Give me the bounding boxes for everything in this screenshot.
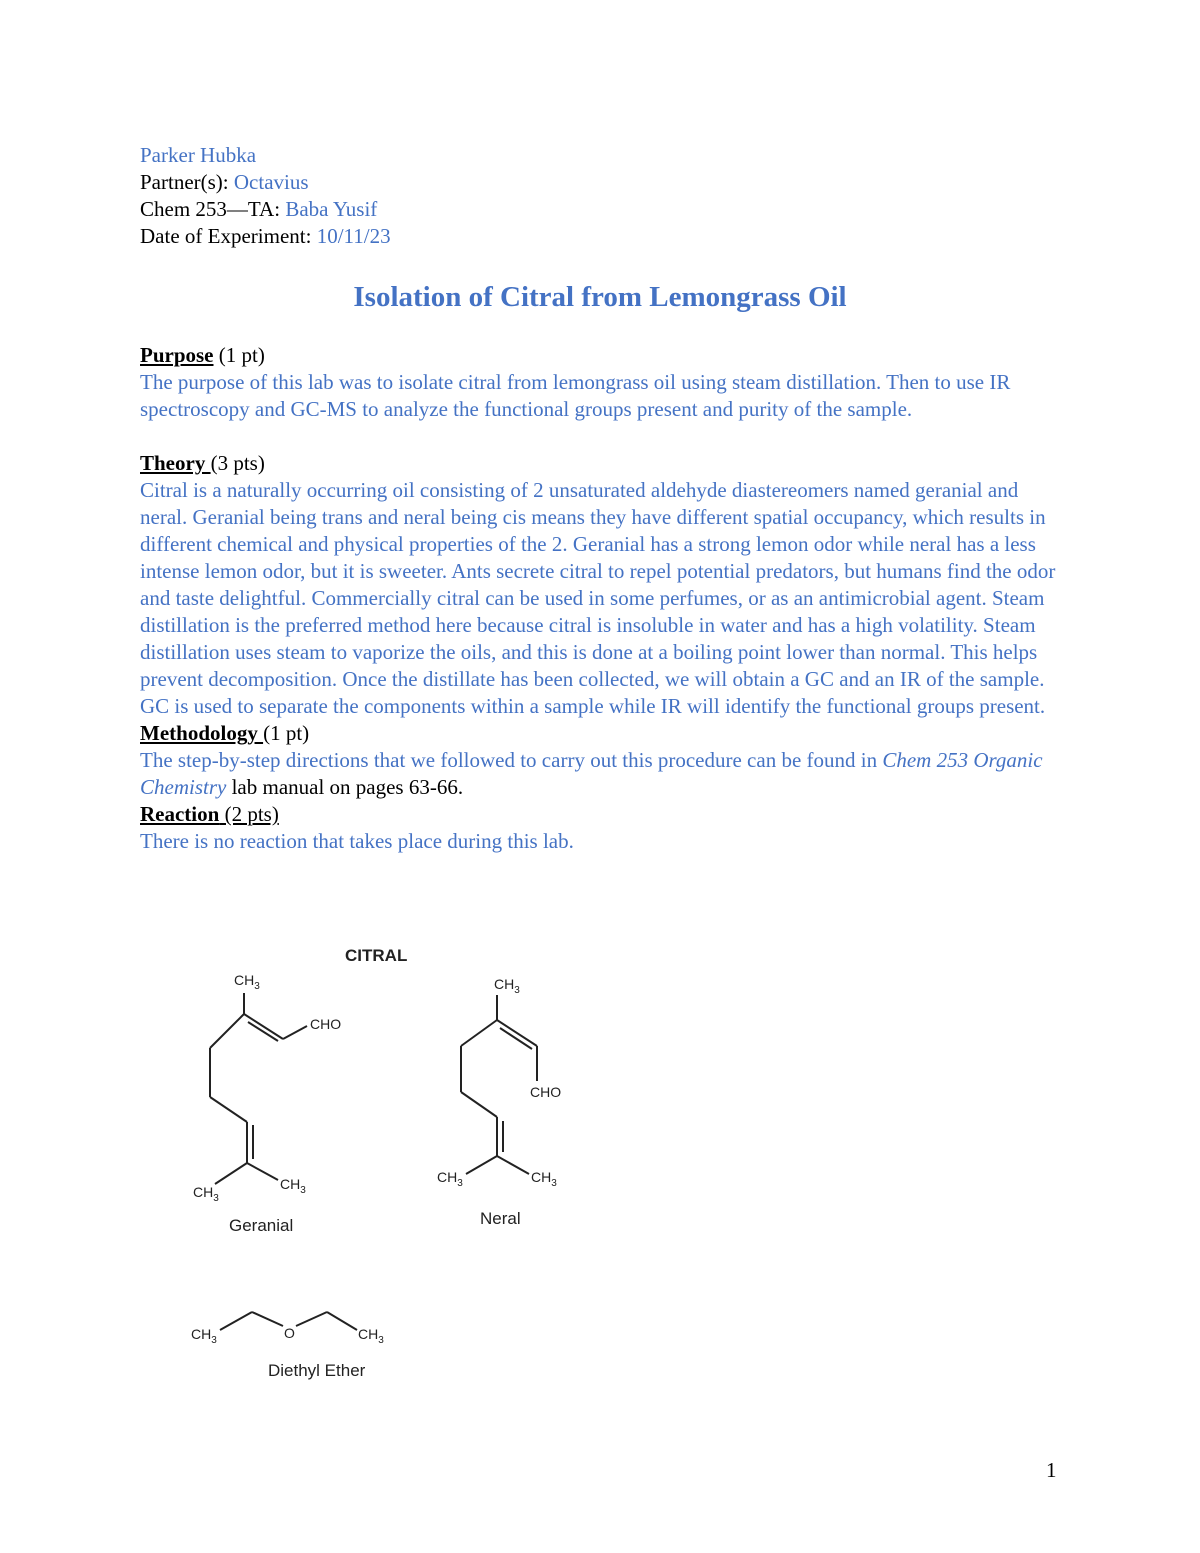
ta-name: Baba Yusif xyxy=(285,197,378,221)
partner-name: Octavius xyxy=(233,170,309,194)
student-name: Parker Hubka xyxy=(140,143,257,167)
neral-structure xyxy=(461,995,537,1174)
theory-text: Citral is a naturally occurring oil consisting of 2 unsaturated aldehyde diastereomers named geranial and neral. Geranial being trans and neral being cis means they have different spatial occupancy, which results in different chemical and physical properties of the 2. Geranial has a strong lemon odor while neral has a less intense lemon odor, but it is sweeter. Ants secrete citral to repel potential predators, but humans find the odor and taste delightful. Commercially citral can be used in some perfumes, or as an antimicrobial agent. Steam distillation is the preferred method here because citral is insoluble in water and has a high volatility. Steam distillation uses steam to vaporize the oils, and this is done at a boiling point lower than normal. This helps prevent decomposition. Once the distillate has been collected, we will obtain a GC and an IR of the sample. GC is used to separate the components within a sample while IR will identify the functional groups present. xyxy=(140,478,1056,718)
date-value: 10/11/23 xyxy=(316,224,391,248)
citral-label: CITRAL xyxy=(345,946,408,965)
geranial-ch3-left: $CH_3$ xyxy=(193,1184,219,1204)
document-title: Isolation of Citral from Lemongrass Oil xyxy=(353,281,847,313)
reaction-points: (2 pts) xyxy=(219,802,279,826)
geranial-ch3-top: $CH_3$ xyxy=(234,972,260,992)
methodology-points: (1 pt) xyxy=(263,721,310,745)
lab-manual-title: Chem 253 Organic Chemistry xyxy=(140,748,1043,799)
neral-ch3-right: $CH_3$ xyxy=(531,1169,557,1189)
diethyl-ether-label: Diethyl Ether xyxy=(268,1361,366,1380)
neral-cho: CHO xyxy=(530,1084,562,1100)
neral-ch3-top: $CH_3$ xyxy=(494,976,520,996)
partner-label: Partner(s): xyxy=(140,170,234,194)
methodology-heading: Methodology xyxy=(140,721,264,745)
purpose-points: (1 pt) xyxy=(213,343,265,367)
geranial-cho: CHO xyxy=(310,1016,342,1032)
geranial-structure xyxy=(210,993,307,1184)
purpose-text: The purpose of this lab was to isolate citral from lemongrass oil using steam distillation. Then to use IR spectroscopy and GC-MS to analyze the functional groups present and purity of the sample. xyxy=(140,370,1011,421)
ether-ch3-left: $CH_3$ xyxy=(191,1326,217,1346)
reaction-heading: Reaction xyxy=(140,802,220,826)
geranial-label: Geranial xyxy=(229,1216,294,1235)
reaction-text: There is no reaction that takes place during this lab. xyxy=(140,829,574,853)
ether-ch3-right: $CH_3$ xyxy=(358,1326,384,1346)
neral-label: Neral xyxy=(480,1209,521,1228)
purpose-heading: Purpose xyxy=(140,343,214,367)
course-ta-label: Chem 253—TA: xyxy=(140,197,286,221)
geranial-ch3-right: $CH_3$ xyxy=(280,1176,306,1196)
theory-points: (3 pts) xyxy=(210,451,265,475)
methodology-text-before: The step-by-step directions that we followed to carry out this procedure can be found in xyxy=(140,748,883,772)
ether-oxygen: O xyxy=(284,1325,295,1341)
methodology-text-after: lab manual on pages 63-66. xyxy=(226,775,464,799)
date-label: Date of Experiment: xyxy=(140,224,317,248)
page-number: 1 xyxy=(1046,1458,1057,1482)
neral-ch3-left: $CH_3$ xyxy=(437,1169,463,1189)
theory-heading: Theory xyxy=(140,451,211,475)
